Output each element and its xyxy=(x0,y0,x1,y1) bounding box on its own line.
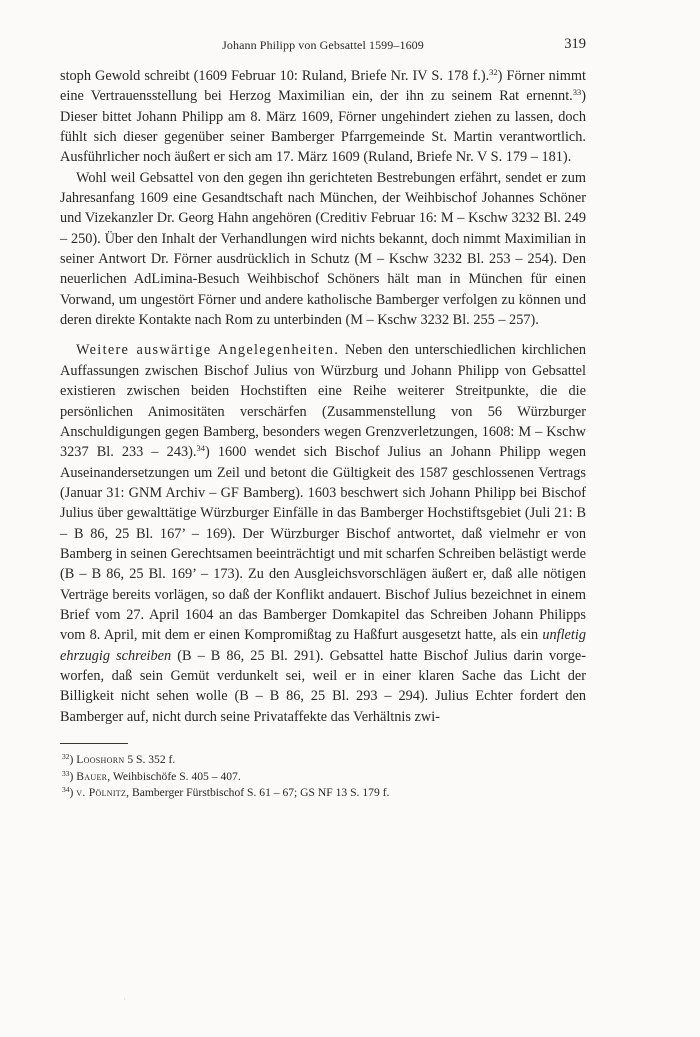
running-head-title: Johann Philipp von Gebsattel 1599–1609 xyxy=(222,38,424,52)
text-run: stoph Gewold schreibt (1609 Februar 10: Ruland, Briefe Nr. IV S. 178 f.). xyxy=(60,68,490,84)
page-number: 319 xyxy=(564,36,586,52)
footnote-author: Looshorn xyxy=(76,753,125,766)
section-heading: Weitere auswärtige Angelegenheiten. xyxy=(76,342,340,359)
book-page xyxy=(60,30,586,802)
footnote: $^{32}$) Looshorn 5 S. 352 f. xyxy=(62,752,176,766)
footnote-rule xyxy=(60,743,128,744)
quoted-phrase: unfletig ehrzugig schreiben xyxy=(60,627,586,664)
footnote-author: Bauer xyxy=(76,769,108,783)
footnote-marker: 32 xyxy=(62,752,70,761)
footnote-marker: 34 xyxy=(62,785,70,794)
footnotes xyxy=(60,752,586,802)
footnote-marker: 33 xyxy=(62,768,70,778)
footnote-text: 5 S. 352 f. xyxy=(124,753,176,766)
body-text xyxy=(60,66,586,727)
footnote-text: , Bamberger Fürstbischof S. 61 – 67; GS NF 13 S. 179 f. xyxy=(126,786,390,799)
paragraph xyxy=(60,66,586,168)
text-run: ) Förner nimmt eine Vertrauensstellung bei Herzog Maximilian ein, der ihn zu seinem Rat ernennt. xyxy=(60,68,586,105)
footnote-reference: 33 xyxy=(572,87,582,98)
scan-speck: · xyxy=(123,994,126,1004)
footnote: $^{33}$) Bauer, Weihbischöfe S. 405 – 407. xyxy=(62,768,241,783)
footnote: $^{34}$) v. Pölnitz, Bamberger Fürstbischof S. 61 – 67; GS NF 13 S. 179 f. xyxy=(62,785,390,799)
text-run: Wohl weil Gebsattel von den gegen ihn gerichteten Bestrebungen erfährt, sendet er zum Jahresanfang 1609 eine Gesandtschaft nach München, der Weihbischof Johannes Schöner und Vizekanzler Dr. Georg Hahn angehören (Creditiv Februar 16: M – Kschw 3232 Bl. 249 – 250). Über den Inhalt der Verhandlungen wird nichts bekannt, doch nimmt Maximilian in seiner Antwort Dr. Förner ausdrücklich in Schutz (M – Kschw 3232 Bl. 253 – 254). Den neuerlichen AdLimina-Besuch Weihbischof Schöners hält man in München für einen Vorwand, um ungestört Förner und andere katholische Bamberger verfolgen zu können und deren direkte Kontakte nach Rom zu unterbinden (M – Kschw 3232 Bl. 255 – 257). xyxy=(60,169,586,329)
text-run: ) Dieser bittet Johann Philipp am 8. März 1609, Förner ungehindert ziehen zu lassen, doch fühlt sich dieser gegenüber seiner Bamberger Pfarrgemeinde St. Martin verantwortlich. Ausführlicher noch äußert er sich am 17. März 1609 (Ruland, Briefe Nr. V S. 179 – 181). xyxy=(60,88,586,166)
running-header xyxy=(60,30,586,54)
paragraph xyxy=(60,168,586,331)
footnote-reference: 32 xyxy=(489,67,498,77)
text-run: (B – B 86, 25 Bl. 291). Gebsattel hatte Bischof Julius darin vorgeworfen, daß sein Gemüt verdunkelt sei, weil er in einer klaren Sache das Licht der Billigkeit nicht sehen wolle (B – B 86, 25 Bl. 293 – 294). Julius Echter fordert den Bamberger auf, nicht durch seine Privataffekte das Verhältnis zwi- xyxy=(60,647,586,725)
footnote-author: v. Pölnitz xyxy=(76,786,127,799)
footnote-reference: 34 xyxy=(196,443,205,454)
section-paragraph xyxy=(60,340,586,727)
footnote-text: , Weihbischöfe S. 405 – 407. xyxy=(107,769,241,783)
text-run: Neben den unterschiedlichen kirchlichen Auffassungen zwischen Bischof Julius von Würzburg und Johann Philipp von Gebsattel existieren zwischen beiden Hochstiften eine Reihe weiterer Streitpunkte, die die persönlichen Animositäten verschärfen (Zusammenstellung von 56 Würzburger Anschuldigungen gegen Bamberg, besonders wegen Grenzverletzungen, 1608: M – Kschw 3237 Bl. 233 – 243). xyxy=(60,342,586,461)
text-run: ) 1600 wendet sich Bischof Julius an Johann Philipp wegen Auseinandersetzungen um Zeil und betont die Gültigkeit des 1587 geschlossenen Vertrags (Januar 31: GNM Archiv – GF Bamberg). 1603 beschwert sich Johann Philipp bei Bischof Julius über gewalttätige Würzburger Einfälle in das Bamberger Hochstiftsgebiet (Juli 21: B – B 86, 25 Bl. 167’ – 169). Der Würzburger Bischof antwortet, daß vielmehr er von Bamberg in seinen Gerechtsamen beeinträchtigt und mit scharfen Schreiben belästigt werde (B – B 86, 25 Bl. 169’ – 173). Zu den Ausgleichsvorschlägen äußert er, daß alle nötigen Verträge bereits vorlägen, so daß der Konflikt andauert. Bischof Julius bezeichnet in einem Brief vom 27. April 1604 an das Bamberger Domkapitel das Schreiben Johann Philipps vom 8. April, mit dem er einen Kompromißtag zu Haßfurt ausgesetzt hatte, als ein xyxy=(60,444,586,644)
